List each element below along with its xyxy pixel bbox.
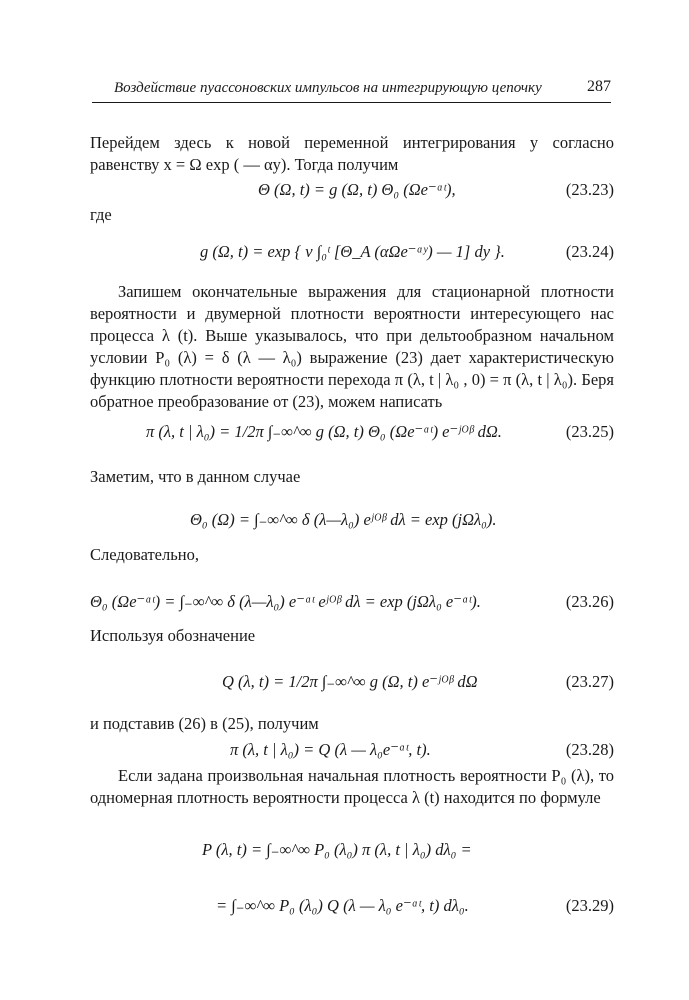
paragraph-2: Запишем окончательные выражения для стационарной плотности вероятности и двумерной плотности вероятности интересующего нас процесса λ (t). Выше указывалось, что при дельтообразном начальном условии P₀ (λ) = δ (λ — λ₀) выражение (23) дает характеристическую функцию плотности вероятности перехода π (λ, t | λ₀ , 0) = π (λ, t | λ₀). Беря обратное преобразование от (23), можем написать <box>90 282 614 411</box>
equation-formula: π (λ, t | λ₀) = Q (λ — λ₀e⁻ᵅᵗ, t). <box>230 740 431 759</box>
paragraph-7: Если задана произвольная начальная плотность вероятности P₀ (λ), то одномерная плотность вероятности процесса λ (t) находится по формуле <box>90 766 614 807</box>
paragraph-4: Следовательно, <box>90 545 199 564</box>
equation-formula: Q (λ, t) = 1/2π ∫₋∞^∞ g (Ω, t) e⁻ʲᴼᵝ dΩ <box>222 672 478 691</box>
equation-number: (23.28) <box>565 740 614 759</box>
equation-number: (23.27) <box>565 672 614 691</box>
running-header <box>92 80 611 103</box>
equation-formula: Θ₀ (Ωe⁻ᵅᵗ) = ∫₋∞^∞ δ (λ—λ₀) e⁻ᵅᵗ eʲᴼᵝ dλ = exp (jΩλ₀ e⁻ᵅᵗ). <box>90 592 481 611</box>
equation-23-24 <box>90 232 614 272</box>
equation-formula: P (λ, t) = ∫₋∞^∞ P₀ (λ₀) π (λ, t | λ₀) dλ₀ = <box>202 840 472 859</box>
equation-formula: Θ (Ω, t) = g (Ω, t) Θ₀ (Ωe⁻ᵅᵗ), <box>258 180 456 199</box>
equation-23-26 <box>90 580 614 620</box>
equation-formula: = ∫₋∞^∞ P₀ (λ₀) Q (λ — λ₀ e⁻ᵅᵗ, t) dλ₀. <box>216 896 469 915</box>
equation-number: (23.24) <box>565 242 614 261</box>
equation-number: (23.29) <box>565 896 614 915</box>
equation-theta0 <box>90 498 614 538</box>
equation-23-27 <box>90 660 614 700</box>
running-title: Воздействие пуассоновских импульсов на интегрирующую цепочку <box>114 80 542 96</box>
equation-23-25 <box>90 412 614 452</box>
equation-p-lambda-line-1 <box>90 832 614 872</box>
paragraph-1: Перейдем здесь к новой переменной интегрирования y согласно равенству x = Ω exp ( — αy). Тогда получим <box>90 133 614 174</box>
paragraph-3: Заметим, что в данном случае <box>90 467 301 486</box>
equation-number: (23.25) <box>565 422 614 441</box>
equation-formula: g (Ω, t) = exp { ν ∫₀ᵗ [Θ_A (αΩe⁻ᵅʸ) — 1] dy }. <box>200 242 505 261</box>
equation-formula: π (λ, t | λ₀) = 1/2π ∫₋∞^∞ g (Ω, t) Θ₀ (Ωe⁻ᵅᵗ) e⁻ʲᴼᵝ dΩ. <box>146 422 502 441</box>
where-word: где <box>90 205 112 224</box>
equation-formula: Θ₀ (Ω) = ∫₋∞^∞ δ (λ—λ₀) eʲᴼᵝ dλ = exp (jΩλ₀). <box>190 510 497 529</box>
equation-23-29 <box>90 888 614 928</box>
equation-23-23 <box>90 176 614 216</box>
equation-number: (23.23) <box>565 180 614 199</box>
paragraph-5: Используя обозначение <box>90 626 256 645</box>
paragraph-6: и подставив (26) в (25), получим <box>90 714 319 733</box>
equation-number: (23.26) <box>565 592 614 611</box>
page-number: 287 <box>587 78 611 95</box>
